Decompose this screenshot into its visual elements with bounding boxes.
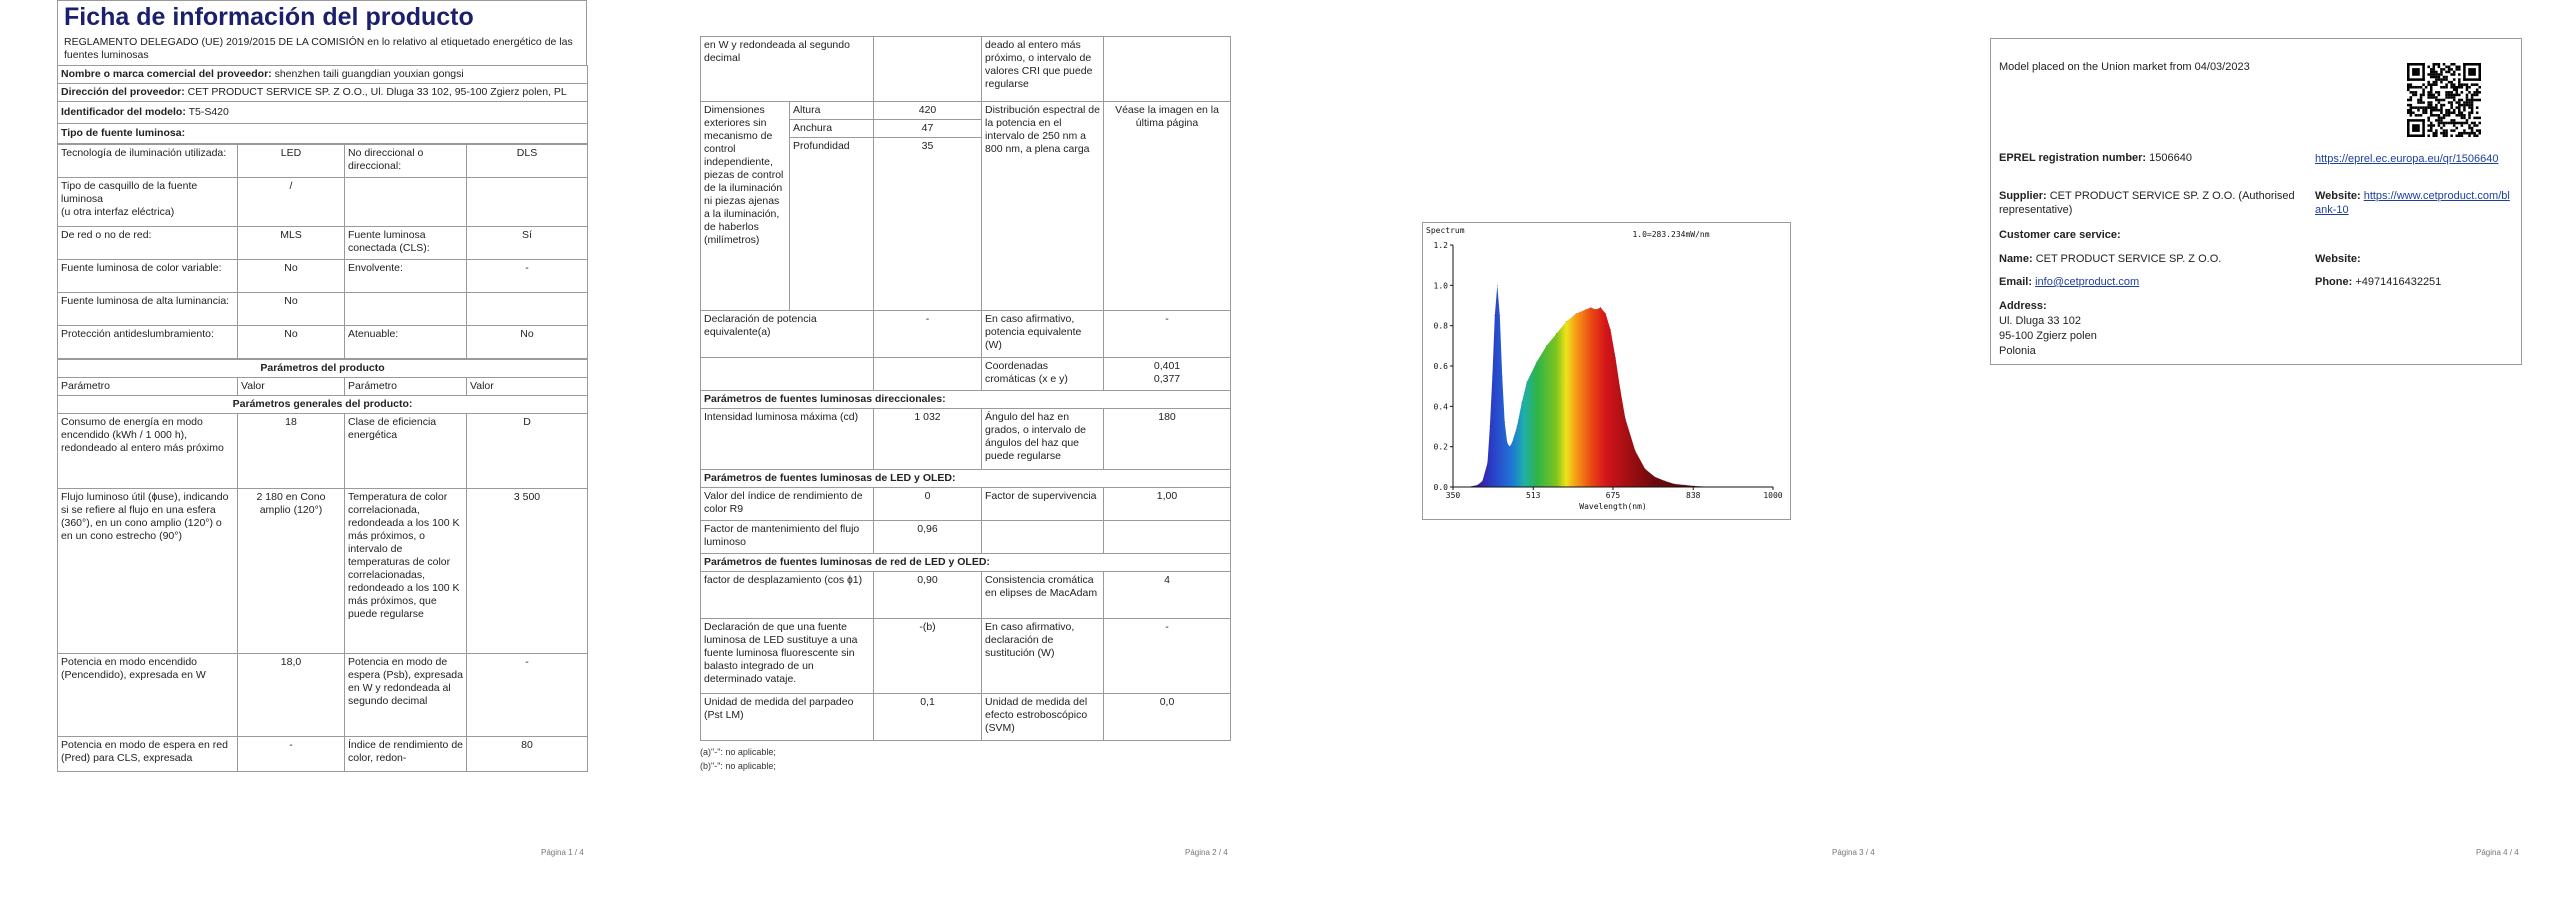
table-cell: Fuente luminosa de color variable: — [58, 260, 238, 293]
field-label: Website: — [2315, 190, 2361, 202]
spectrum-area — [1453, 285, 1773, 487]
spectrum-chart — [1422, 222, 1791, 520]
spectrum-point — [1546, 345, 1547, 346]
supplier-table — [57, 65, 588, 144]
table-cell: Unidad de medida del parpadeo (Pst LM) — [701, 694, 874, 741]
supplier-value: CET PRODUCT SERVICE SP. Z O.O. (Authorised representative) — [1999, 190, 2295, 216]
table-cell — [1104, 521, 1231, 554]
table-row — [701, 37, 1231, 102]
supplier-address: CET PRODUCT SERVICE SP. Z O.O., Ul. Dluga 33 102, 95-100 Zgierz polen, PL — [187, 86, 567, 98]
page-number: Página 1 / 4 — [541, 848, 584, 857]
table-cell: DLS — [467, 145, 588, 178]
table-row — [58, 102, 588, 124]
table-cell — [982, 521, 1104, 554]
spectrum-point — [1566, 321, 1567, 322]
field-label: Phone: — [2315, 276, 2353, 288]
table-cell: Potencia en modo de espera en red (Pred) para CLS, expresada — [58, 737, 238, 772]
field-label: Dirección del proveedor: — [61, 86, 185, 98]
table-cell: 1 032 — [874, 409, 982, 470]
website-row — [2315, 189, 2515, 217]
table-cell: 3 500 — [467, 489, 588, 654]
x-axis-label: Wavelength(nm) — [1579, 502, 1647, 511]
address-line: 95-100 Zgierz polen — [1999, 330, 2097, 342]
dims-label: Dimensiones exteriores sin mecanismo de control independiente, piezas de control de la iluminación ni piezas ajenas a la iluminación, de haberlos (milímetros) — [701, 102, 790, 311]
spectrum-point — [1664, 481, 1665, 482]
table-cell: 0,90 — [874, 572, 982, 619]
table-cell: 4 — [1104, 572, 1231, 619]
page-number: Página 2 / 4 — [1185, 848, 1228, 857]
table-cell: Valor del índice de rendimiento de color R9 — [701, 488, 874, 521]
table-cell: No — [467, 326, 588, 359]
table-row — [701, 102, 1231, 120]
table-cell: No direccional o direccional: — [345, 145, 467, 178]
table-cell: 2 180 en Cono amplio (120°) — [238, 489, 345, 654]
table-cell: - — [874, 311, 982, 358]
table-cell: 18,0 — [238, 654, 345, 737]
table-row — [701, 311, 1231, 358]
table-cell: - — [467, 654, 588, 737]
y-tick-label: 0.4 — [1433, 402, 1448, 412]
table-cell: 180 — [1104, 409, 1231, 470]
spectral-label: Distribución espectral de la potencia en el intervalo de 250 nm a 800 nm, a plena carga — [982, 102, 1104, 311]
table-row — [701, 409, 1231, 470]
table-row — [701, 619, 1231, 694]
column-header: Valor — [467, 378, 588, 396]
spectrum-point — [1674, 484, 1675, 485]
table-row — [701, 554, 1231, 572]
spectrum-point — [1556, 333, 1557, 334]
supplier-row — [1999, 189, 2299, 217]
table-cell — [467, 178, 588, 227]
qr-code-icon[interactable] — [2407, 63, 2481, 137]
spectrum-point — [1517, 426, 1518, 427]
chart-annotation: 1.0=283.234mW/nm — [1632, 230, 1710, 239]
table-cell: - — [1104, 619, 1231, 694]
table-cell: En caso afirmativo, declaración de sustitución (W) — [982, 619, 1104, 694]
footnote: (a)"-": no aplicable; — [700, 747, 776, 757]
y-tick-label: 0.8 — [1433, 321, 1448, 331]
y-tick-label: 0.0 — [1433, 483, 1448, 492]
market-date-text: Model placed on the Union market from 04/03/2023 — [1999, 61, 2250, 73]
eprel-link[interactable]: https://eprel.ec.europa.eu/qr/1506640 — [2315, 153, 2499, 165]
table-cell: Declaración de que una fuente luminosa de LED sustituye a una fuente luminosa fluorescente sin balasto integrado de un determinado vataje. — [701, 619, 874, 694]
address-block — [1999, 299, 2097, 359]
table-cell: deado al entero más próximo, o intervalo de valores CRI que puede regularse — [982, 37, 1104, 102]
spectrum-point — [1590, 307, 1591, 308]
spectrum-point — [1615, 358, 1616, 359]
table-row — [58, 414, 588, 489]
table-row — [701, 488, 1231, 521]
table-row — [58, 293, 588, 326]
table-cell — [467, 293, 588, 326]
spectrum-point — [1512, 442, 1513, 443]
spectrum-point — [1507, 442, 1508, 443]
table-cell: - — [1104, 311, 1231, 358]
table-cell: Altura — [790, 102, 874, 120]
table-cell: en W y redondeada al segundo decimal — [701, 37, 874, 102]
table-cell: Atenuable: — [345, 326, 467, 359]
table-cell: Sí — [467, 227, 588, 260]
table-row — [58, 396, 588, 414]
product-params-table — [57, 359, 588, 772]
table-cell: Flujo luminoso útil (ɸuse), indicando si se refiere al flujo en una esfera (360°), en un cono amplio (120°) o en un cono estrecho (90°) — [58, 489, 238, 654]
eprel-row — [1999, 152, 2299, 164]
y-tick-label: 0.2 — [1433, 442, 1448, 452]
table-cell: De red o no de red: — [58, 227, 238, 260]
spectrum-point — [1487, 462, 1488, 463]
table-cell: Tipo de casquillo de la fuente luminosa (u otra interfaz eléctrica) — [58, 178, 238, 227]
spectrum-point — [1684, 485, 1685, 486]
spectrum-point — [1620, 390, 1621, 391]
light-source-type-table — [57, 144, 588, 359]
table-row — [58, 737, 588, 772]
table-cell: Unidad de medida del efecto estroboscópico (SVM) — [982, 694, 1104, 741]
spectrum-point — [1477, 485, 1478, 486]
spectrum-point — [1605, 313, 1606, 314]
model-id: T5-S420 — [188, 106, 229, 118]
spectrum-point — [1504, 422, 1505, 423]
table-row — [58, 178, 588, 227]
table-cell: Índice de rendimiento de color, redon- — [345, 737, 467, 772]
supplier-name: shenzhen taili guangdian youxian gongsi — [274, 68, 464, 80]
spectrum-point — [1694, 486, 1695, 487]
spectrum-point — [1509, 446, 1510, 447]
section-header: Parámetros de fuentes luminosas de red de LED y OLED: — [701, 554, 1231, 572]
section-header: Parámetros de fuentes luminosas de LED y OLED: — [701, 470, 1231, 488]
table-cell: -(b) — [874, 619, 982, 694]
table-cell: Consistencia cromática en elipses de MacAdam — [982, 572, 1104, 619]
table-row — [58, 84, 588, 102]
table-cell: 0,96 — [874, 521, 982, 554]
spectrum-point — [1635, 450, 1636, 451]
table-cell: 47 — [874, 120, 982, 138]
table-row — [701, 358, 1231, 391]
table-cell: D — [467, 414, 588, 489]
table-cell: Clase de eficiencia energética — [345, 414, 467, 489]
page-title: Ficha de información del producto — [64, 3, 474, 31]
table-row — [701, 694, 1231, 741]
section-header: Parámetros del producto — [58, 360, 588, 378]
table-row — [58, 326, 588, 359]
y-tick-label: 1.0 — [1433, 281, 1448, 291]
table-cell: 80 — [467, 737, 588, 772]
x-tick-label: 513 — [1526, 491, 1541, 500]
table-row — [701, 521, 1231, 554]
spectrum-point — [1595, 309, 1596, 310]
field-label: Address: — [1999, 300, 2047, 312]
table-row — [58, 124, 588, 144]
table-cell: No — [238, 293, 345, 326]
table-row — [58, 654, 588, 737]
website-link[interactable]: https://www.cetproduct.com/blank-10 — [2315, 190, 2510, 216]
spectrum-point — [1600, 307, 1601, 308]
y-tick-label: 1.2 — [1433, 241, 1448, 250]
table-row — [58, 489, 588, 654]
table-row — [58, 260, 588, 293]
table-cell: Consumo de energía en modo encendido (kWh / 1 000 h), redondeado al entero más próximo — [58, 414, 238, 489]
table-cell: 0,401 0,377 — [1104, 358, 1231, 391]
table-cell: Declaración de potencia equivalente(a) — [701, 311, 874, 358]
table-cell: Fuente luminosa de alta luminancia: — [58, 293, 238, 326]
column-header: Parámetro — [345, 378, 467, 396]
table-cell: / — [238, 178, 345, 227]
table-cell: Potencia en modo encendido (Pencendido), expresada en W — [58, 654, 238, 737]
table-row — [701, 391, 1231, 409]
table-cell: 1,00 — [1104, 488, 1231, 521]
table-cell: factor de desplazamiento (cos ɸ1) — [701, 572, 874, 619]
product-params-table-cont — [700, 36, 1231, 741]
table-cell: Intensidad luminosa máxima (cd) — [701, 409, 874, 470]
customer-care-heading: Customer care service: — [1999, 229, 2121, 241]
table-row — [58, 66, 588, 84]
email-row — [1999, 276, 2299, 288]
table-cell — [874, 358, 982, 391]
spectrum-point — [1490, 426, 1491, 427]
address-line: Ul. Dluga 33 102 — [1999, 315, 2081, 327]
spectrum-point — [1586, 309, 1587, 310]
page-number: Página 3 / 4 — [1832, 848, 1875, 857]
spectrum-point — [1576, 313, 1577, 314]
table-cell: 420 — [874, 102, 982, 120]
y-tick-label: 0.6 — [1433, 362, 1448, 371]
footnote: (b)"-": no aplicable; — [700, 761, 776, 771]
table-cell: No — [238, 260, 345, 293]
table-cell: Envolvente: — [345, 260, 467, 293]
table-cell: Tecnología de iluminación utilizada: — [58, 145, 238, 178]
spectrum-point — [1536, 362, 1537, 363]
table-cell: - — [238, 737, 345, 772]
table-cell: 18 — [238, 414, 345, 489]
regulation-text: REGLAMENTO DELEGADO (UE) 2019/2015 DE LA COMISIÓN en lo relativo al etiquetado energético de las fuentes luminosas — [64, 36, 573, 61]
spectrum-point — [1654, 477, 1655, 478]
chart-title: Spectrum — [1426, 226, 1465, 235]
table-cell: 35 — [874, 138, 982, 311]
table-cell — [701, 358, 874, 391]
section-header: Parámetros generales del producto: — [58, 396, 588, 414]
spectrum-point — [1610, 329, 1611, 330]
field-label: Name: — [1999, 253, 2033, 265]
table-cell — [874, 37, 982, 102]
table-cell: Potencia en modo de espera (Psb), expresada en W y redondeada al segundo decimal — [345, 654, 467, 737]
website2-label: Website: — [2315, 253, 2361, 265]
column-header: Parámetro — [58, 378, 238, 396]
table-cell: 0,1 — [874, 694, 982, 741]
table-cell: No — [238, 326, 345, 359]
table-cell — [345, 293, 467, 326]
section-header: Parámetros de fuentes luminosas direccionales: — [701, 391, 1231, 409]
table-row — [58, 360, 588, 378]
table-cell: MLS — [238, 227, 345, 260]
spectrum-point — [1526, 382, 1527, 383]
x-tick-label: 675 — [1605, 491, 1621, 500]
table-cell: Fuente luminosa conectada (CLS): — [345, 227, 467, 260]
name-value: CET PRODUCT SERVICE SP. Z O.O. — [2035, 253, 2222, 265]
eprel-info-box — [1990, 38, 2522, 365]
page-1 — [57, 0, 587, 890]
email-link[interactable]: info@cetproduct.com — [2035, 276, 2140, 288]
spectrum-point — [1494, 315, 1495, 316]
eprel-number: 1506640 — [2149, 152, 2192, 164]
x-tick-label: 1000 — [1763, 491, 1783, 500]
table-cell: Factor de mantenimiento del flujo luminoso — [701, 521, 874, 554]
table-row — [701, 470, 1231, 488]
section-header: Tipo de fuente luminosa: — [58, 124, 588, 144]
field-label: Nombre o marca comercial del proveedor: — [61, 68, 272, 80]
spectrum-point — [1502, 376, 1503, 377]
table-cell: En caso afirmativo, potencia equivalente (W) — [982, 311, 1104, 358]
field-label: Email: — [1999, 276, 2033, 288]
table-cell: Temperatura de color correlacionada, redondeada a los 100 K más próximos, o intervalo de temperaturas de color correlacionadas, redondeado a los 100 K más próximos, que puede regularse — [345, 489, 467, 654]
table-cell: Profundidad — [790, 138, 874, 311]
phone-row — [2315, 276, 2441, 288]
x-tick-label: 350 — [1445, 491, 1461, 500]
field-label: EPREL registration number: — [1999, 152, 2147, 164]
table-cell — [345, 178, 467, 227]
table-row — [58, 378, 588, 396]
spectrum-chart-svg — [1423, 223, 1790, 519]
address-line: Polonia — [1999, 345, 2036, 357]
column-header: Valor — [238, 378, 345, 396]
spectrum-point — [1482, 481, 1483, 482]
page-2 — [700, 0, 1230, 890]
table-cell: LED — [238, 145, 345, 178]
table-cell: 0,0 — [1104, 694, 1231, 741]
x-tick-label: 838 — [1686, 491, 1701, 500]
table-cell: Anchura — [790, 120, 874, 138]
table-cell: Protección antideslumbramiento: — [58, 326, 238, 359]
spectrum-point — [1522, 402, 1523, 403]
spectrum-point — [1499, 315, 1500, 316]
spectrum-point — [1625, 418, 1626, 419]
table-cell: Ángulo del haz en grados, o intervalo de ángulos del haz que puede regularse — [982, 409, 1104, 470]
table-cell: Coordenadas cromáticas (x e y) — [982, 358, 1104, 391]
table-cell: Factor de supervivencia — [982, 488, 1104, 521]
table-row — [58, 145, 588, 178]
field-label: Identificador del modelo: — [61, 106, 186, 118]
table-cell: 0 — [874, 488, 982, 521]
name-row — [1999, 253, 2299, 265]
table-row — [701, 572, 1231, 619]
footnotes — [700, 745, 1230, 773]
field-label: Supplier: — [1999, 190, 2047, 202]
spectrum-point — [1645, 468, 1646, 469]
spectral-value: Véase la imagen en la última página — [1104, 102, 1231, 311]
spectrum-point — [1492, 376, 1493, 377]
table-cell — [1104, 37, 1231, 102]
sheet-header — [57, 0, 587, 65]
table-row — [58, 227, 588, 260]
spectrum-point — [1497, 285, 1498, 286]
table-cell: - — [467, 260, 588, 293]
phone-value: +4971416432251 — [2355, 276, 2442, 288]
page-number: Página 4 / 4 — [2476, 848, 2519, 857]
